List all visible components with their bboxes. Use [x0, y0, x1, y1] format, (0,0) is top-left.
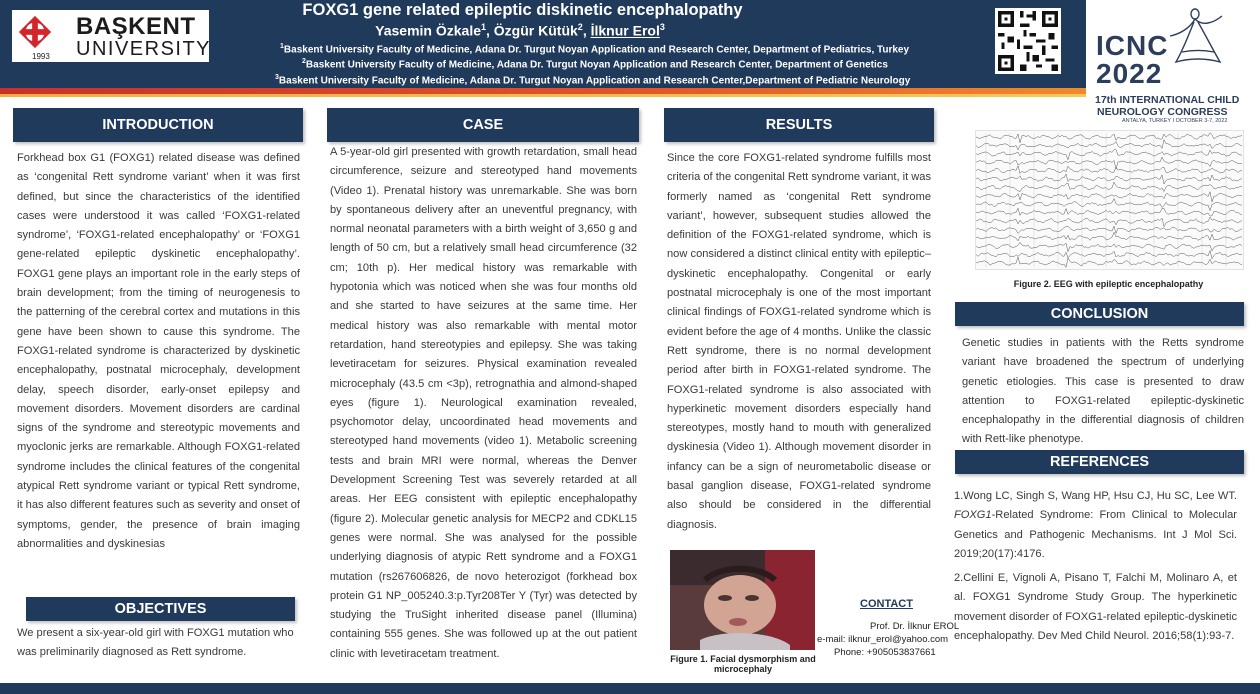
affiliation-text: Baskent University Faculty of Medicine, Adana Dr. Turgut Noyan Application and Research Center, Department of Genetics [305, 59, 888, 71]
congress-name: ICNC [1096, 30, 1169, 61]
congress-year: 2022 [1096, 58, 1163, 89]
author-name: Özgür Kütük [493, 22, 578, 39]
footer-bar [0, 683, 1260, 694]
contact-email[interactable]: e-mail: ilknur_erol@yahoo.com [817, 634, 949, 645]
figure-2-caption: Figure 2. EEG with epileptic encephalopathy [1013, 279, 1204, 289]
case-heading: CASE [327, 108, 639, 142]
logo-name: BAŞKENT [76, 13, 196, 40]
results-heading: RESULTS [664, 108, 934, 142]
conclusion-heading: CONCLUSION [955, 302, 1244, 326]
affiliation-3 [275, 74, 910, 86]
contact-name: Prof. Dr. İlknur EROL [870, 621, 960, 632]
author-list [340, 22, 700, 39]
author-sup: 3 [659, 22, 665, 32]
affiliation-text: Baskent University Faculty of Medicine, Adana Dr. Turgut Noyan Application and Research Center,Department of Pediatric Neurology [278, 75, 911, 87]
case-text: A 5-year-old girl presented with growth retardation, small head circumference, seizure and stereotyped hand movements (Video 1). Prenatal history was unremarkable. She was born by spontaneous delivery after an uneventful pregnancy, with normal neonatal parameters with a birth weight of 3,650 g and length of 50 cm, but a relatively small head circumference (32 cm; 10th p). Her medical history was remarkable with hypotonia which was noticed when she was four months old and she started to have seizures at the same time. Her medical history was also remarkable with mental motor retardation, hand stereotypies and epilepsy. She was taking levetiracetam for seizures. Physical examination revealed microcephaly (43.5 cm <3p), retrognathia and almond-shaped eyes (figure 1). Neurological examination revealed, psychomotor delay, uncoordinated head movements and stereotyped hand movements (video 1). Metabolic screening tests and brain MRI were normal, whereas the Denver Development Screening Test was severely retarded at all areas. Her EEG consistent with epileptic encephalopathy (figure 2). Molecular genetic analysis for MECP2 and CDKL15 genes were normal. She was analysed for the possible underlying diagnosis of atypic Rett syndrome and a FOXG1 mutation (rs267606826, de novo heterozigot (forkhead box protein G1 NP_005240.3:p.Tyr208Ter Y (Tyr) was detected by studying the TruSight inherited disease panel (Illumina) containing 555 genes. She was followed up at the out patient clinic with levetiracetam treatment. [330, 146, 637, 660]
congress-title-line2: NEUROLOGY CONGRESS [1097, 106, 1228, 118]
affiliation-sup: 1 [280, 43, 284, 50]
qr-code-icon[interactable] [995, 8, 1061, 74]
reference-item [954, 487, 1237, 564]
congress-title-line1: 17th INTERNATIONAL CHILD [1095, 94, 1240, 106]
author-sup: 1 [481, 22, 487, 32]
author-separator: , [582, 22, 591, 39]
introduction-heading: INTRODUCTION [13, 108, 303, 142]
reference-1-part-b: -Related Syndrome: From Clinical to Molecular Genetics and Pathogenic Mechanisms. Int J Mol Sci. 2019;20(17):4176. [954, 509, 1237, 560]
figure-1-caption-line2: microcephaly [713, 664, 773, 674]
objectives-heading: OBJECTIVES [26, 597, 295, 621]
affiliation-1 [280, 43, 909, 55]
affiliation-sup: 3 [275, 74, 279, 81]
reference-1-part-a: 1.Wong LC, Singh S, Wang HP, Hsu CJ, Hu SC, Lee WT. [954, 490, 1237, 502]
conclusion-text: Genetic studies in patients with the Retts syndrome variant have broadened the spectrum of underlying genetic etiologies. This case is presented to draw attention to FOXG1-related epileptic-dyskinetic encephalopathy in the differential diagnosis of children with Rett-like phenotype. [962, 337, 1244, 446]
author-sup: 2 [577, 22, 583, 32]
author-name-corresponding: İlknur Erol [590, 22, 660, 39]
contact-heading: CONTACT [860, 598, 913, 610]
introduction-text: Forkhead box G1 (FOXG1) related disease was defined as ‘congenital Rett syndrome variant’ when it was first defined, but since the characteristics of the identified cases were understood it was called ‘FOXG1-related syndrome’, ‘FOXG1-related encephalopathy’ or ‘FOXG1 gene-related epileptic dyskinetic encephalopathy’. FOXG1 gene plays an important role in the early steps of brain development; from the timing of neurogenesis to the patterning of the cerebral cortex and mutations in this gene have been shown to cause this syndrome. The FOXG1-related syndrome is characterized by dyskinetic encephalopathy, postnatal microcephaly, development delay, speech disorder, early-onset epilepsy and movement disorders. Movement disorders are cardinal signs of the syndrome and stereotypic movements and myoclonic jerks are remarkable. Although FOXG1-related syndrome includes the clinical features of the congenital atypical Rett syndrome variant or typical Rett syndrome, it has also different features such as severity and onset of symptoms, gender, the presence of brain imaging abnormalities and dyskinesias [17, 152, 300, 550]
baskent-logo [12, 10, 212, 62]
results-text: Since the core FOXG1-related syndrome fulfills most criteria of the congenital Rett syndrome variant, it was formerly named as ‘congenital Rett syndrome variant’, however, subsequent studies allowed the definition of the FOXG1-related syndrome, which is now considered a distinct clinical entity with epileptic–dyskinetic encephalopathy. Congenital or early postnatal microcephaly is one of the most important clinical findings of FOXG1-related syndrome which is evident before the age of 4 months. Unlike the classic Rett syndrome, there is no normal development period after birth in FOXG1-related syndrome. The FOXG1-related syndrome is also associated with hyperkinetic movement disorders especially hand stereotypes, mostly hand to mouth with generalized dyskinesia (Video 1). Although movement disorder in infancy can be a sign of neurometabolic disease or basal ganglion disease, FOXG1-related syndrome also should be considered in the differential diagnosis. [667, 152, 931, 531]
affiliation-2 [302, 58, 888, 70]
eeg-trace-image [976, 131, 1243, 269]
affiliation-sup: 2 [302, 58, 306, 65]
logo-year: 1993 [32, 52, 50, 61]
header-accent-stripe-light [0, 94, 1086, 97]
figure-1-caption-line1: Figure 1. Facial dysmorphism and [670, 654, 816, 664]
references-list [954, 487, 1237, 646]
author-name: Yasemin Özkale [375, 22, 481, 39]
objectives-text: We present a six-year-old girl with FOXG1 mutation who was preliminarily diagnosed as Rett syndrome. [17, 627, 294, 659]
logo-subtitle: UNIVERSITY [76, 38, 212, 60]
contact-phone: Phone: +905053837661 [834, 647, 936, 658]
eeg-figure [975, 130, 1244, 270]
reference-item: 2.Cellini E, Vignoli A, Pisano T, Falchi M, Molinaro A, et al. FOXG1 Syndrome Study Group. The hyperkinetic movement disorder of FOXG1-related epileptic-dyskinetic encephalopathy. Dev Med Child Neurol. 2016;58(1):93-7. [954, 572, 1237, 643]
congress-place-date: ANTALYA, TURKEY I OCTOBER 3-7, 2022 [1122, 118, 1228, 124]
author-separator: , [486, 22, 494, 39]
reference-1-italic: FOXG1 [954, 509, 992, 522]
baskent-emblem-icon [16, 13, 54, 51]
patient-face-photo [670, 550, 815, 650]
poster-title: FOXG1 gene related epileptic diskinetic encephalopathy [302, 1, 743, 19]
references-heading: REFERENCES [955, 450, 1244, 474]
affiliation-text: Baskent University Faculty of Medicine, Adana Dr. Turgut Noyan Application and Research Center, Department of Pediatrics, Turkey [283, 44, 910, 56]
figure-1-caption [668, 654, 818, 674]
